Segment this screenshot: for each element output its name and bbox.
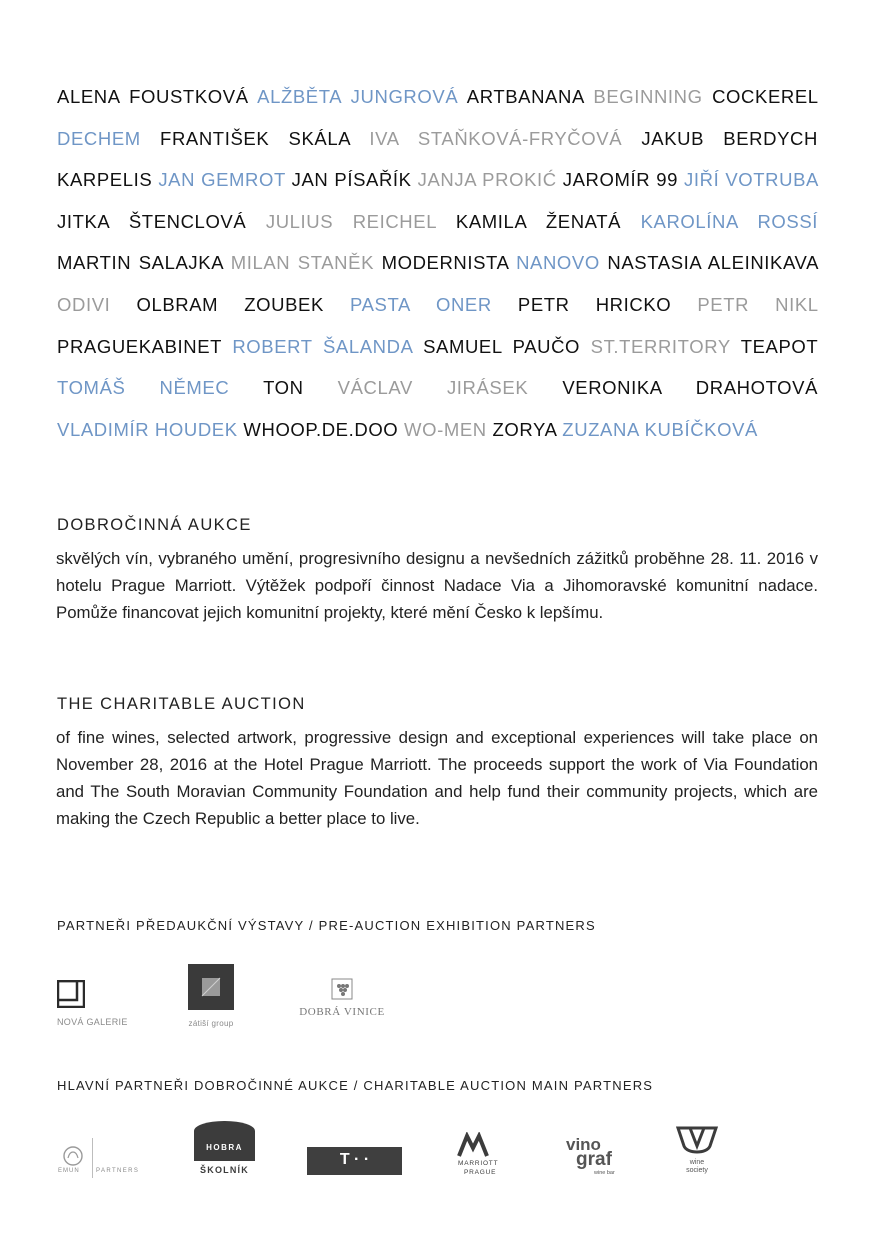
nova-galerie-label: NOVÁ GALERIE xyxy=(57,1017,128,1027)
artist-name: JITKA ŠTENCLOVÁ xyxy=(57,210,247,232)
artist-name: TOMÁŠ NĚMEC xyxy=(57,377,230,399)
artist-name: JULIUS REICHEL xyxy=(265,210,437,232)
dobra-vinice-label: DOBRÁ VINICE xyxy=(299,1006,385,1018)
marriott-m-icon xyxy=(457,1132,489,1158)
english-section-text: of fine wines, selected artwork, progressive design and exceptional experiences will take place on November 28, 2016 at the Hotel Prague Marriott. The proceeds support the work of Via Foundation and The South Moravian Community Foundation and help fund their community projects, which are making the Czech Republic a better place to live. xyxy=(56,728,818,828)
artist-name: ODIVI xyxy=(57,293,111,315)
emun-partners-label: PARTNERS xyxy=(96,1168,140,1174)
emun-label: EMUN xyxy=(58,1168,80,1174)
nova-galerie-icon xyxy=(57,980,85,1008)
artist-name: JIŘÍ VOTRUBA xyxy=(684,169,818,191)
artist-name: ROBERT ŠALANDA xyxy=(232,335,413,357)
artist-list xyxy=(57,76,818,450)
artist-name: ALŽBĚTA JUNGROVÁ xyxy=(257,86,459,107)
society-label: society xyxy=(686,1167,708,1174)
wine-label: wine xyxy=(689,1159,705,1166)
artist-name: KAROLÍNA ROSSÍ xyxy=(640,210,819,232)
main-partners-title: HLAVNÍ PARTNEŘI DOBROČINNÉ AUKCE / CHARITABLE AUCTION MAIN PARTNERS xyxy=(57,1078,654,1093)
artist-name: MARTIN SALAJKA xyxy=(57,252,224,274)
czech-section-text: skvělých vín, vybraného umění, progresivního designu a nevšedních zážitků proběhne 28. 11. 2016 v hotelu Prague Marriott. Výtěžek podpoří činnost Nadace Via a Jihomoravské komunitní nadace. Pomůže financovat jejich komunitní projekty, které mění Česko k lepšímu. xyxy=(56,549,818,622)
zatisi-group-logo xyxy=(188,964,234,1028)
english-section-title: THE CHARITABLE AUCTION xyxy=(57,695,306,713)
exhibition-partners-title: PARTNEŘI PŘEDAUKČNÍ VÝSTAVY / PRE-AUCTION EXHIBITION PARTNERS xyxy=(57,918,596,933)
artist-name: ALENA FOUSTKOVÁ xyxy=(57,86,249,107)
wine-society-w-icon xyxy=(676,1126,718,1156)
artist-name: KARPELIS xyxy=(57,169,153,191)
hobra-block xyxy=(194,1121,255,1161)
artist-name: JAKUB BERDYCH xyxy=(641,127,818,149)
artist-name: PETR HRICKO xyxy=(517,293,672,315)
artist-name: BEGINNING xyxy=(593,86,703,107)
artist-name: IVA STAŇKOVÁ-FRYČOVÁ xyxy=(369,127,623,149)
hobra-label: HOBRA xyxy=(206,1143,243,1152)
artist-name: WO-MEN xyxy=(404,418,487,440)
artist-name: WHOOP.DE.DOO xyxy=(243,418,399,440)
artist-name: TON xyxy=(263,377,304,399)
czech-section-title: DOBROČINNÁ AUKCE xyxy=(57,516,252,534)
marriott-prague-logo xyxy=(454,1132,520,1178)
artist-name: JANJA PROKIĆ xyxy=(417,169,557,191)
artist-name: VLADIMÍR HOUDEK xyxy=(57,418,238,440)
artist-name: FRANTIŠEK SKÁLA xyxy=(160,127,351,149)
artist-name: JAN GEMROT xyxy=(158,169,286,191)
artist-name: VÁCLAV JIRÁSEK xyxy=(337,377,529,399)
zatisi-group-label: zátiší group xyxy=(188,1019,234,1028)
artist-name: ARTBANANA xyxy=(466,86,584,107)
artist-name: JAN PÍSAŘÍK xyxy=(291,169,412,191)
artist-name: OLBRAM ZOUBEK xyxy=(136,293,324,315)
zatisi-group-icon xyxy=(188,964,234,1010)
artist-name: MODERNISTA xyxy=(381,252,509,274)
hobra-skolnik-logo xyxy=(194,1121,256,1177)
artist-name: JAROMÍR 99 xyxy=(562,169,678,191)
prague-label: PRAGUE xyxy=(464,1169,497,1176)
artist-name: SAMUEL PAUČO xyxy=(423,335,581,357)
artist-name: ST.TERRITORY xyxy=(590,335,731,357)
artist-name: KAMILA ŽENATÁ xyxy=(455,210,622,232)
emun-divider xyxy=(92,1138,93,1178)
vinograf-sub: wine bar xyxy=(594,1170,615,1176)
marriott-label: MARRIOTT xyxy=(458,1160,499,1167)
artist-name: PETR NIKL xyxy=(697,293,818,315)
artist-name: DECHEM xyxy=(57,127,141,149)
dobra-vinice-logo xyxy=(299,978,385,1018)
vinograf-logo xyxy=(566,1136,630,1180)
artist-name: TEAPOT xyxy=(740,335,818,357)
artist-name: NANOVO xyxy=(516,252,600,274)
artist-name: PRAGUEKABINET xyxy=(57,335,222,357)
artist-name: VERONIKA DRAHOTOVÁ xyxy=(562,377,819,399)
artist-name: COCKEREL xyxy=(712,86,818,107)
artist-name: PASTA ONER xyxy=(350,293,492,315)
emun-partners-logo xyxy=(58,1138,150,1178)
nova-galerie-logo xyxy=(57,980,128,1027)
telekom-logo xyxy=(307,1147,402,1175)
vinograf-vino: vino xyxy=(566,1135,601,1154)
artist-name: ZUZANA KUBÍČKOVÁ xyxy=(562,418,758,440)
telekom-mark: T · · xyxy=(339,1151,370,1168)
vinograf-graf: graf xyxy=(576,1149,612,1170)
artist-name: ZORYA xyxy=(492,418,557,440)
grapes-icon xyxy=(331,978,353,1000)
skolnik-label: ŠKOLNÍK xyxy=(200,1165,249,1175)
artist-name: NASTASIA ALEINIKAVA xyxy=(607,252,819,274)
artist-name: MILAN STANĚK xyxy=(230,252,375,274)
wine-society-logo xyxy=(676,1126,718,1178)
